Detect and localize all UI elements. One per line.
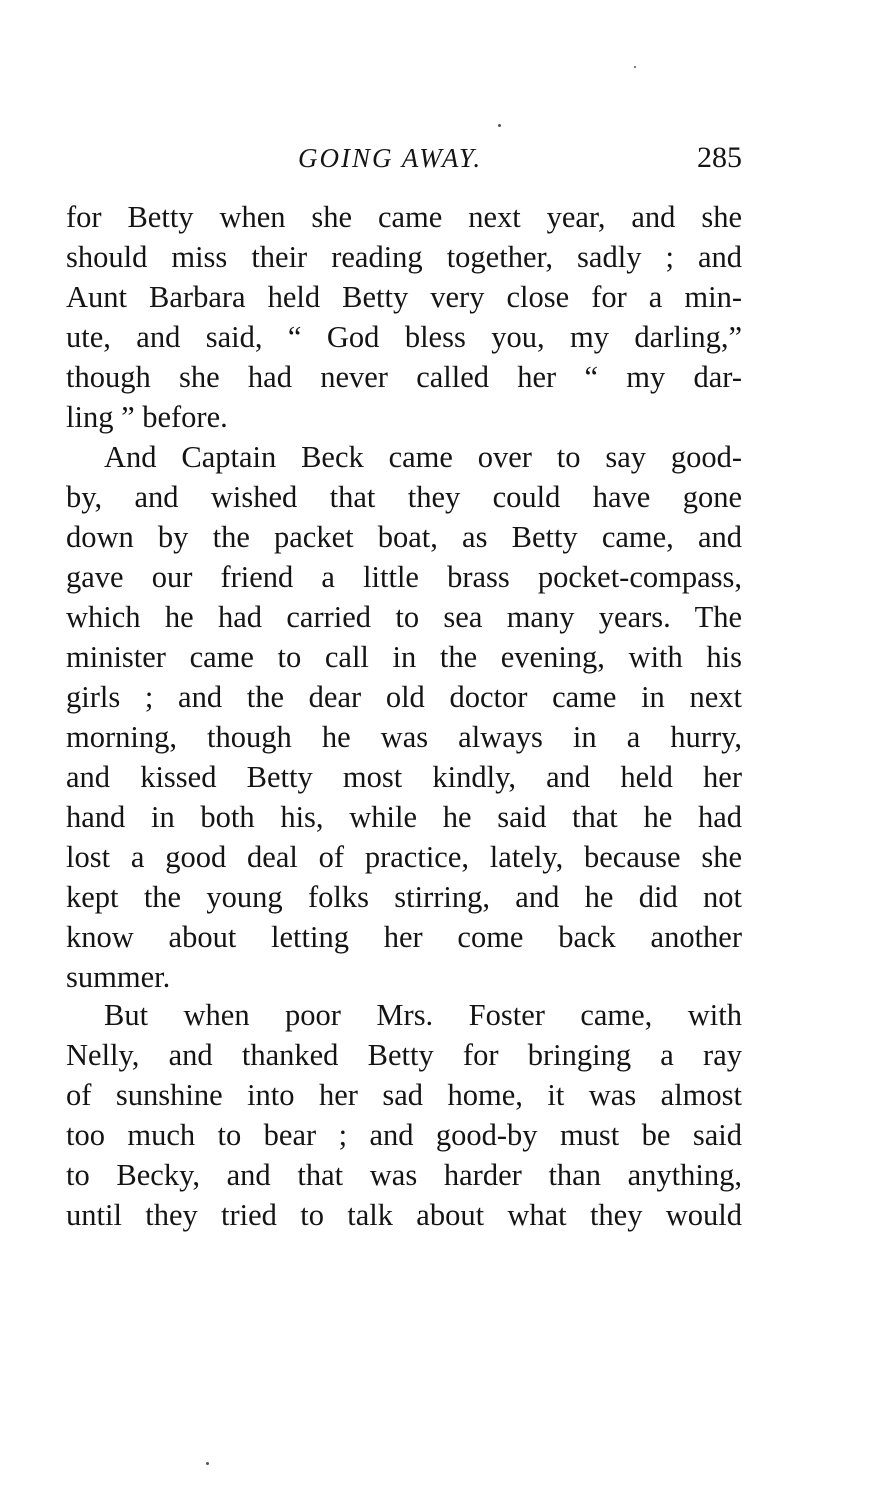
text-line: kept the young folks stirring, and he did not (66, 880, 742, 914)
text-line: too much to bear ; and good-by must be said (66, 1118, 742, 1152)
text-line: though she had never called her “ my dar- (66, 360, 742, 394)
text-line: for Betty when she came next year, and she (66, 200, 742, 234)
text-line: morning, though he was always in a hurry, (66, 720, 742, 754)
text-line: by, and wished that they could have gone (66, 480, 742, 514)
text-line: girls ; and the dear old doctor came in next (66, 680, 742, 714)
text-line: Aunt Barbara held Betty very close for a min- (66, 280, 742, 314)
text-line: hand in both his, while he said that he had (66, 800, 742, 834)
text-line: to Becky, and that was harder than anything, (66, 1158, 742, 1192)
print-speck (498, 124, 501, 127)
text-line: until they tried to talk about what they would (66, 1198, 742, 1232)
text-line: should miss their reading together, sadly ; and (66, 240, 742, 274)
text-line: minister came to call in the evening, with his (66, 640, 742, 674)
text-line: But when poor Mrs. Foster came, with (104, 998, 742, 1032)
text-line: ling ” before. (66, 400, 228, 434)
page-header (66, 138, 742, 178)
text-line: which he had carried to sea many years. The (66, 600, 742, 634)
text-line: gave our friend a little brass pocket-compass, (66, 560, 742, 594)
text-line: know about letting her come back another (66, 920, 742, 954)
print-speck (206, 1462, 209, 1465)
text-line: summer. (66, 960, 171, 994)
text-line: And Captain Beck came over to say good- (104, 440, 742, 474)
text-line: Nelly, and thanked Betty for bringing a ray (66, 1038, 742, 1072)
text-line: down by the packet boat, as Betty came, and (66, 520, 742, 554)
text-line: lost a good deal of practice, lately, because she (66, 840, 742, 874)
text-line: ute, and said, “ God bless you, my darling,” (66, 320, 742, 354)
page-number: 285 (697, 141, 742, 174)
text-line: of sunshine into her sad home, it was almost (66, 1078, 742, 1112)
running-title: GOING AWAY. (298, 143, 483, 173)
text-line: and kissed Betty most kindly, and held her (66, 760, 742, 794)
print-speck (634, 66, 636, 68)
